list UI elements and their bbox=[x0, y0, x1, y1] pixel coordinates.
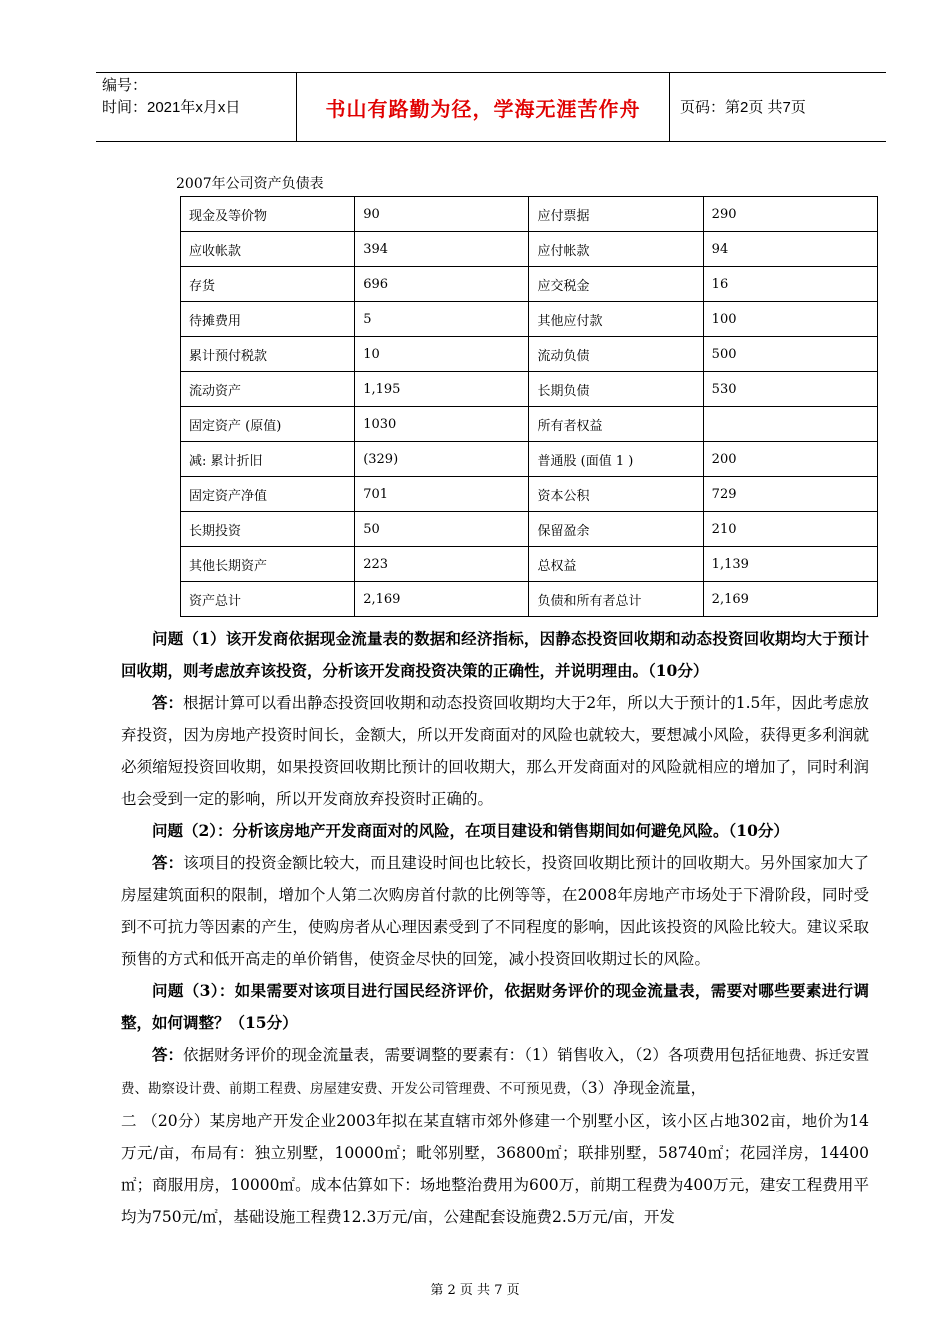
header-page-info: 页码：第2页 共7页 bbox=[680, 99, 806, 116]
table-cell: 394 bbox=[355, 232, 529, 267]
page-footer: 第 2 页 共 7 页 bbox=[430, 1283, 520, 1298]
table-row bbox=[181, 232, 878, 267]
table-cell: 200 bbox=[703, 442, 877, 477]
table-cell: 其他应付款 bbox=[529, 302, 703, 337]
table-cell: 减: 累计折旧 bbox=[181, 442, 355, 477]
table-cell: 资产总计 bbox=[181, 582, 355, 617]
answer-label: 答： bbox=[152, 853, 184, 872]
header-divider bbox=[669, 73, 670, 141]
table-cell: 94 bbox=[703, 232, 877, 267]
table-cell: 90 bbox=[355, 197, 529, 232]
table-cell: 2,169 bbox=[703, 582, 877, 617]
answer-3-fee-list: 征地费、拆迁安置费、勘察设计费、前期工程费、房屋建安费、开发公司管理费、不可预见费， bbox=[121, 1048, 869, 1097]
table-cell: 10 bbox=[355, 337, 529, 372]
table-cell: 530 bbox=[703, 372, 877, 407]
table-cell: 累计预付税款 bbox=[181, 337, 355, 372]
table-row bbox=[181, 337, 878, 372]
answer-3 bbox=[121, 1039, 869, 1105]
table-cell: 223 bbox=[355, 547, 529, 582]
table-row bbox=[181, 442, 878, 477]
table-row bbox=[181, 197, 878, 232]
question-1: 问题（1）该开发商依据现金流量表的数据和经济指标，因静态投资回收期和动态投资回收期均大于预计回收期，则考虑放弃该投资，分析该开发商投资决策的正确性，并说明理由。（10分） bbox=[121, 629, 869, 680]
table-cell: 5 bbox=[355, 302, 529, 337]
table-cell: 应付票据 bbox=[529, 197, 703, 232]
table-cell: 2,169 bbox=[355, 582, 529, 617]
table-cell: 固定资产 (原值) bbox=[181, 407, 355, 442]
table-cell: 696 bbox=[355, 267, 529, 302]
table-cell: 总权益 bbox=[529, 547, 703, 582]
table-cell: 负债和所有者总计 bbox=[529, 582, 703, 617]
page-header bbox=[96, 72, 886, 142]
table-cell: 保留盈余 bbox=[529, 512, 703, 547]
table-cell: 701 bbox=[355, 477, 529, 512]
table-cell: 1030 bbox=[355, 407, 529, 442]
table-row bbox=[181, 512, 878, 547]
answer-label: 答： bbox=[152, 693, 184, 712]
table-cell: 长期负债 bbox=[529, 372, 703, 407]
header-motto: 书山有路勤为径，学海无涯苦作舟 bbox=[325, 96, 641, 121]
table-cell: 500 bbox=[703, 337, 877, 372]
table-row bbox=[181, 582, 878, 617]
answer-2 bbox=[121, 847, 869, 975]
answer-3-text: 依据财务评价的现金流量表，需要调整的要素有：（1）销售收入，（2）各项费用包括 bbox=[183, 1046, 761, 1064]
question-3: 问题（3）：如果需要对该项目进行国民经济评价，依据财务评价的现金流量表，需要对哪些要素进行调整，如何调整？（15分） bbox=[121, 981, 869, 1032]
table-cell: 待摊费用 bbox=[181, 302, 355, 337]
table-cell: 100 bbox=[703, 302, 877, 337]
table-cell bbox=[703, 407, 877, 442]
table-row bbox=[181, 302, 878, 337]
table-cell: 50 bbox=[355, 512, 529, 547]
table-row bbox=[181, 477, 878, 512]
table-cell: 固定资产净值 bbox=[181, 477, 355, 512]
table-row bbox=[181, 372, 878, 407]
table-cell: 应交税金 bbox=[529, 267, 703, 302]
document-body bbox=[121, 623, 869, 1233]
answer-2-text: 该项目的投资金额比较大，而且建设时间也比较长，投资回收期比预计的回收期大。另外国家加大了房屋建筑面积的限制，增加个人第二次购房首付款的比例等等，在2008年房地产市场处于下滑阶段，同时受到不可抗力等因素的产生，使购房者从心理因素受到了不同程度的影响，因此该投资的风险比较大。建议采取预售的方式和低开高走的单价销售，使资金尽快的回笼，减小投资回收期过长的风险。 bbox=[121, 854, 869, 968]
answer-3-end: （3）净现金流量， bbox=[580, 1079, 707, 1097]
table-cell: (329) bbox=[355, 442, 529, 477]
header-meta bbox=[102, 75, 298, 119]
document-number-label: 编号： bbox=[102, 77, 148, 94]
table-cell: 应收帐款 bbox=[181, 232, 355, 267]
table-cell: 其他长期资产 bbox=[181, 547, 355, 582]
table-cell: 16 bbox=[703, 267, 877, 302]
table-cell: 流动负债 bbox=[529, 337, 703, 372]
table-cell: 729 bbox=[703, 477, 877, 512]
table-cell: 资本公积 bbox=[529, 477, 703, 512]
balance-sheet-table bbox=[180, 196, 878, 617]
table-cell: 290 bbox=[703, 197, 877, 232]
table-cell: 所有者权益 bbox=[529, 407, 703, 442]
table-cell: 流动资产 bbox=[181, 372, 355, 407]
table-cell: 210 bbox=[703, 512, 877, 547]
table-cell: 1,139 bbox=[703, 547, 877, 582]
table-cell: 存货 bbox=[181, 267, 355, 302]
answer-label: 答： bbox=[152, 1045, 184, 1064]
answer-1 bbox=[121, 687, 869, 815]
problem-2-paragraph: 二 （20分）某房地产开发企业2003年拟在某直辖市郊外修建一个别墅小区，该小区占地302亩，地价为14万元/亩，布局有：独立别墅，10000㎡；毗邻别墅，36800㎡；联排别墅，58740㎡；花园洋房，14400㎡；商服用房，10000㎡。成本估算如下：场地整治费用为600万，前期工程费为400万元，建安工程费用平均为750元/㎡，基础设施工程费12.3万元/亩，公建配套设施费2.5万元/亩，开发 bbox=[121, 1112, 869, 1226]
table-cell: 现金及等价物 bbox=[181, 197, 355, 232]
document-time: 时间：2021年x月x日 bbox=[102, 99, 241, 116]
table-cell: 应付帐款 bbox=[529, 232, 703, 267]
table-row bbox=[181, 407, 878, 442]
table-cell: 长期投资 bbox=[181, 512, 355, 547]
table-row bbox=[181, 547, 878, 582]
answer-1-text: 根据计算可以看出静态投资回收期和动态投资回收期均大于2年，所以大于预计的1.5年，因此考虑放弃投资，因为房地产投资时间长，金额大，所以开发商面对的风险也就较大，要想减小风险，获得更多利润就必须缩短投资回收期，如果投资回收期比预计的回收期大，那么开发商面对的风险就相应的增加了，同时利润也会受到一定的影响，所以开发商放弃投资时正确的。 bbox=[121, 694, 869, 808]
table-row bbox=[181, 267, 878, 302]
table-cell: 普通股 (面值 1 ) bbox=[529, 442, 703, 477]
table-cell: 1,195 bbox=[355, 372, 529, 407]
table-title: 2007年公司资产负债表 bbox=[176, 176, 324, 192]
question-2: 问题（2）：分析该房地产开发商面对的风险，在项目建设和销售期间如何避免风险。（10分） bbox=[152, 821, 789, 840]
